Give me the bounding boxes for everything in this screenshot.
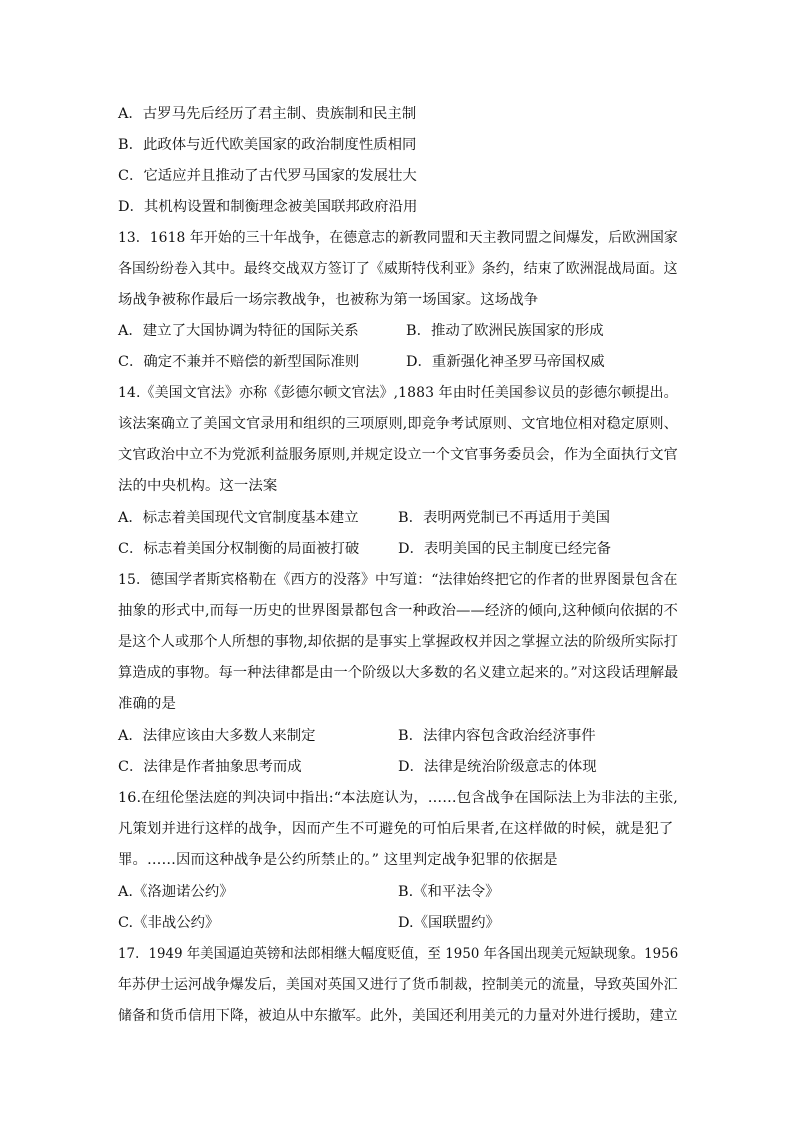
q14-option-b: B．表明两党制已不再适用于美国 (398, 510, 611, 526)
q12-option-b: B．此政体与近代欧美国家的政治制度性质相同 (118, 137, 417, 153)
q16-option-b: B.《和平法令》 (398, 884, 500, 900)
q16-option-d: D.《国联盟约》 (398, 915, 500, 931)
q13-option-c: C．确定不兼并不赔偿的新型国际准则 (118, 354, 360, 370)
q12-option-d: D．其机构设置和制衡理念被美国联邦政府沿用 (118, 199, 418, 215)
q16-stem-line: 16.在纽伦堡法庭的判决词中指出:“本法庭认为，……包含战争在国际法上为非法的主张, (118, 790, 678, 806)
q14-stem-line: 文官政治中立不为党派利益服务原则,并规定设立一个文官事务委员会，作为全面执行文官 (118, 447, 678, 463)
q14-stem-line: 法的中央机构。这一法案 (118, 478, 278, 494)
q16-stem-line: 凡策划并进行这样的战争，因而产生不可避免的可怕后果者,在这样做的时候，就是犯了 (118, 821, 674, 837)
q16-option-a: A.《洛迦诺公约》 (118, 884, 234, 900)
q13-option-d: D．重新强化神圣罗马帝国权威 (406, 354, 605, 370)
q13-stem-line: 各国纷纷卷入其中。最终交战双方签订了《威斯特伐利亚》条约，结束了欧洲混战局面。这 (118, 261, 678, 277)
q12-option-a: A．古罗马先后经历了君主制、贵族制和民主制 (118, 106, 417, 122)
q17-stem-line: 17．1949 年美国逼迫英镑和法郎相继大幅度贬值，至 1950 年各国出现美元短缺现象。1956 (118, 946, 679, 962)
q15-option-b: B．法律内容包含政治经济事件 (398, 728, 596, 744)
q13-option-a: A．建立了大国协调为特征的国际关系 (118, 323, 359, 339)
q14-stem-line: 14.《美国文官法》亦称《彭德尔顿文官法》,1883 年由时任美国参议员的彭德尔顿提出。 (118, 385, 678, 401)
q15-option-d: D．法律是统治阶级意志的体现 (398, 759, 597, 775)
q15-option-a: A．法律应该由大多数人来制定 (118, 728, 316, 744)
q16-option-c: C.《非战公约》 (118, 915, 220, 931)
q14-option-a: A．标志着美国现代文官制度基本建立 (118, 510, 359, 526)
q14-option-d: D．表明美国的民主制度已经完备 (398, 541, 612, 557)
q13-option-b: B．推动了欧洲民族国家的形成 (406, 323, 604, 339)
q17-stem-line: 储备和货币信用下降，被迫从中东撤军。此外，美国还利用美元的力量对外进行援助，建立 (118, 1008, 678, 1024)
q12-option-c: C．它适应并且推动了古代罗马国家的发展壮大 (118, 168, 417, 184)
q14-option-c: C．标志着美国分权制衡的局面被打破 (118, 541, 360, 557)
q14-stem-line: 该法案确立了美国文官录用和组织的三项原则,即竞争考试原则、文官地位相对稳定原则、 (118, 416, 678, 432)
q15-stem-line: 是这个人或那个人所想的事物,却依据的是事实上掌握政权并因之掌握立法的阶级所实际打 (118, 634, 678, 650)
q15-option-c: C．法律是作者抽象思考而成 (118, 759, 302, 775)
q13-stem-line: 13．1618 年开始的三十年战争，在德意志的新教同盟和天主教同盟之间爆发，后欧洲国家 (118, 230, 678, 246)
q15-stem-line: 准确的是 (118, 696, 176, 712)
q15-stem-line: 算造成的事物。每一种法律都是由一个阶级以大多数的名义建立起来的。”对这段话理解最 (118, 665, 679, 681)
q15-stem-line: 抽象的形式中,而每一历史的世界图景都包含一种政治——经济的倾向,这种倾向依据的不 (118, 603, 678, 619)
q16-stem-line: 罪。……因而这种战争是公约所禁止的。” 这里判定战争犯罪的依据是 (118, 852, 558, 868)
q17-stem-line: 年苏伊士运河战争爆发后，美国对英国又进行了货币制裁，控制美元的流量，导致英国外汇 (118, 977, 678, 993)
q15-stem-line: 15．德国学者斯宾格勒在《西方的没落》中写道：“法律始终把它的作者的世界图景包含在 (118, 572, 678, 588)
q13-stem-line: 场战争被称作最后一场宗教战争，也被称为第一场国家。这场战争 (118, 292, 539, 308)
